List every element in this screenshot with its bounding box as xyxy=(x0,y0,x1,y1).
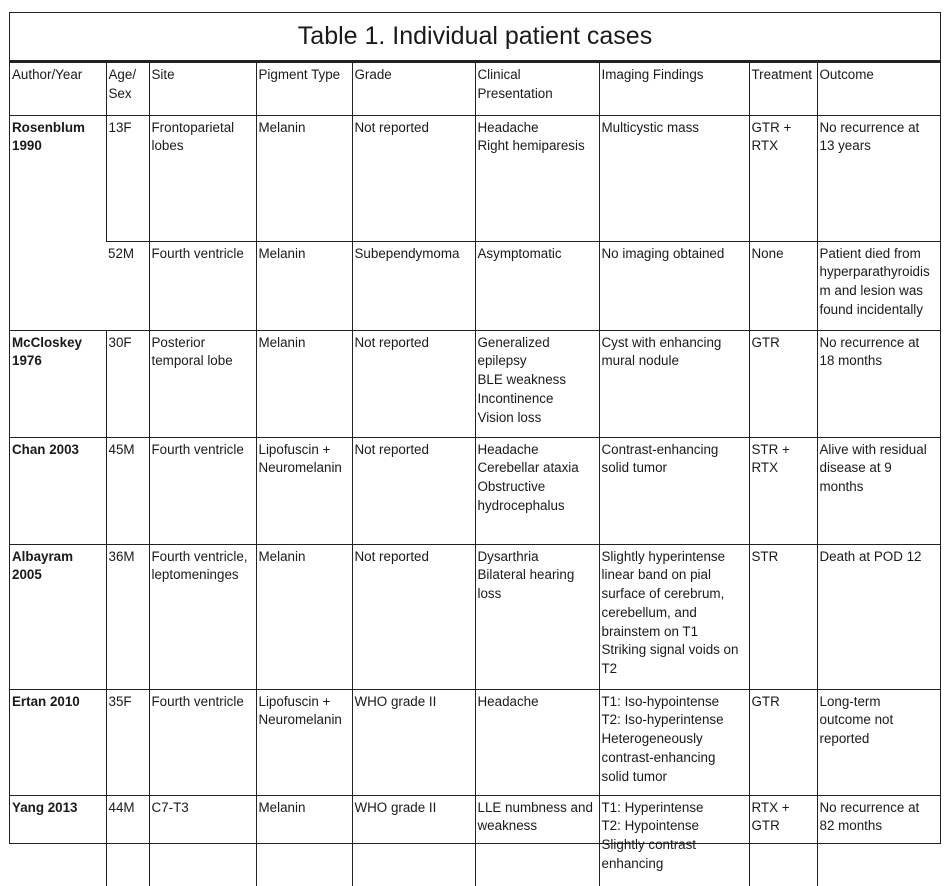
site-cell: Fourth ventricle xyxy=(149,689,256,795)
header-grade: Grade xyxy=(352,63,475,115)
imaging-cell: Slightly hyperintense linear band on pial surface of cerebrum, cerebellum, and brainstem on T1 Striking signal voids on T2 xyxy=(599,544,749,689)
header-row xyxy=(10,63,940,115)
treatment-cell: STR xyxy=(749,544,817,689)
site-cell: Posterior temporal lobe xyxy=(149,330,256,437)
site-cell: Fourth ventricle xyxy=(149,437,256,544)
grade-cell: Not reported xyxy=(352,544,475,689)
header-author-year: Author/Year xyxy=(10,63,106,115)
age-sex-cell: 44M xyxy=(106,795,149,886)
pigment-cell: Melanin xyxy=(256,241,352,330)
header-outcome: Outcome xyxy=(817,63,940,115)
age-sex-cell: 36M xyxy=(106,544,149,689)
treatment-cell: STR + RTX xyxy=(749,437,817,544)
author-year-cell: Chan 2003 xyxy=(10,437,106,544)
table-row xyxy=(10,795,940,886)
site-cell: Frontoparietal lobes xyxy=(149,115,256,241)
clinical-cell: Generalized epilepsy BLE weakness Incontinence Vision loss xyxy=(475,330,599,437)
grade-cell: Subependymoma xyxy=(352,241,475,330)
imaging-cell: Contrast-enhancing solid tumor xyxy=(599,437,749,544)
clinical-cell: Asymptomatic xyxy=(475,241,599,330)
pigment-cell: Melanin xyxy=(256,330,352,437)
treatment-cell: GTR + RTX xyxy=(749,115,817,241)
imaging-cell: T1: Iso-hypointense T2: Iso-hyperintense Heterogeneously contrast-enhancing solid tumor xyxy=(599,689,749,795)
pigment-cell: Melanin xyxy=(256,544,352,689)
header-site: Site xyxy=(149,63,256,115)
clinical-cell: Headache Cerebellar ataxia Obstructive hydrocephalus xyxy=(475,437,599,544)
clinical-cell: Dysarthria Bilateral hearing loss xyxy=(475,544,599,689)
author-year-cell: Yang 2013 xyxy=(12,799,78,815)
age-sex-cell: 13F xyxy=(106,115,149,241)
pigment-cell: Lipofuscin + Neuromelanin xyxy=(256,437,352,544)
age-sex-cell: 35F xyxy=(106,689,149,795)
treatment-cell: RTX + GTR xyxy=(749,795,817,886)
treatment-cell: None xyxy=(749,241,817,330)
site-cell: C7-T3 xyxy=(149,795,256,886)
pigment-cell: Melanin xyxy=(256,115,352,241)
grade-cell: Not reported xyxy=(352,437,475,544)
author-year-cell: McCloskey 1976 xyxy=(10,330,106,437)
outcome-cell: Death at POD 12 xyxy=(817,544,940,689)
header-pigment-type: Pigment Type xyxy=(256,63,352,115)
author-year-cell: Rosenblum 1990 xyxy=(10,115,106,330)
table-row xyxy=(10,241,940,330)
clinical-cell: LLE numbness and weakness xyxy=(475,795,599,886)
header-imaging-findings: Imaging Findings xyxy=(599,63,749,115)
patient-cases-table xyxy=(10,63,940,886)
age-sex-cell: 45M xyxy=(106,437,149,544)
table-title: Table 1. Individual patient cases xyxy=(10,13,940,63)
clinical-cell: Headache xyxy=(475,689,599,795)
site-cell: Fourth ventricle, leptomeninges xyxy=(149,544,256,689)
treatment-cell: GTR xyxy=(749,689,817,795)
site-cell: Fourth ventricle xyxy=(149,241,256,330)
outcome-cell: Alive with residual disease at 9 months xyxy=(817,437,940,544)
clinical-cell: Headache Right hemiparesis xyxy=(475,115,599,241)
grade-cell: WHO grade II xyxy=(352,689,475,795)
grade-cell: Not reported xyxy=(352,115,475,241)
pigment-cell: Melanin xyxy=(256,795,352,886)
author-year-cell: Albayram 2005 xyxy=(10,544,106,689)
table-row xyxy=(10,330,940,437)
table-row xyxy=(10,437,940,544)
age-sex-cell: 30F xyxy=(106,330,149,437)
header-clinical-presentation: Clinical Presentation xyxy=(475,63,599,115)
table-row xyxy=(10,689,940,795)
imaging-cell: Cyst with enhancing mural nodule xyxy=(599,330,749,437)
table-frame xyxy=(9,12,941,871)
imaging-cell: No imaging obtained xyxy=(599,241,749,330)
table-row xyxy=(10,115,940,241)
pigment-cell: Lipofuscin + Neuromelanin xyxy=(256,689,352,795)
imaging-cell: T1: Hyperintense T2: Hypointense Slightly contrast enhancing xyxy=(599,795,749,886)
author-year-cell: Ertan 2010 xyxy=(10,689,106,795)
outcome-cell: Long-term outcome not reported xyxy=(817,689,940,795)
age-sex-cell: 52M xyxy=(106,241,149,330)
outcome-cell: No recurrence at 18 months xyxy=(817,330,940,437)
outcome-cell: No recurrence at 82 months xyxy=(817,795,940,886)
table-row xyxy=(10,544,940,689)
outcome-cell: No recurrence at 13 years xyxy=(817,115,940,241)
header-treatment: Treatment xyxy=(749,63,817,115)
treatment-cell: GTR xyxy=(749,330,817,437)
grade-cell: WHO grade II xyxy=(352,795,475,886)
header-age-sex: Age/ Sex xyxy=(106,63,149,115)
imaging-cell: Multicystic mass xyxy=(599,115,749,241)
grade-cell: Not reported xyxy=(352,330,475,437)
outcome-cell: Patient died from hyperparathyroidis m and lesion was found incidentally xyxy=(817,241,940,330)
